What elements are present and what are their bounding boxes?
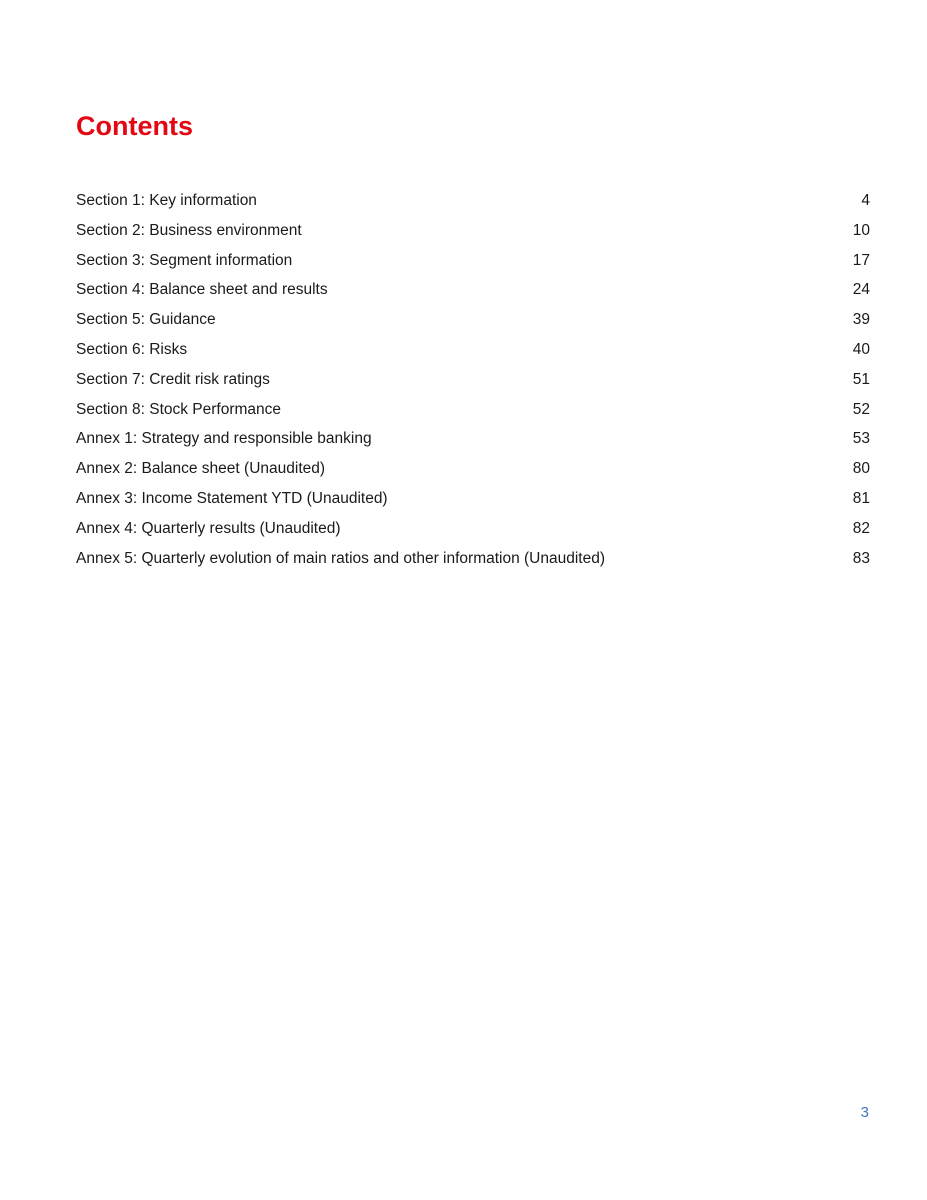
toc-entry-label: Annex 2: Balance sheet (Unaudited) [76, 460, 326, 478]
toc-entry-section-2[interactable] [76, 216, 870, 246]
toc-entry-page-number: 82 [852, 519, 870, 537]
toc-entry-page-number: 51 [852, 370, 870, 388]
toc-entry-label: Section 6: Risks [76, 340, 188, 358]
toc-entry-label: Section 7: Credit risk ratings [76, 370, 270, 388]
toc-entry-annex-5[interactable] [76, 544, 870, 574]
toc-entry-section-1[interactable] [76, 186, 870, 216]
toc-entry-annex-4[interactable] [76, 514, 870, 544]
toc-entry-label: Section 5: Guidance [76, 311, 216, 329]
toc-entry-page-number: 10 [852, 221, 870, 239]
toc-entry-annex-3[interactable] [76, 484, 870, 514]
toc-entry-page-number: 17 [852, 251, 870, 269]
page-title: Contents [76, 111, 193, 141]
toc-entry-label: Section 4: Balance sheet and results [76, 281, 328, 299]
toc-entry-page-number: 4 [861, 192, 870, 209]
toc-entry-page-number: 39 [852, 311, 870, 329]
toc-entry-label: Annex 5: Quarterly evolution of main ratios and other information (Unaudited) [76, 549, 606, 567]
toc-entry-section-3[interactable] [76, 246, 870, 276]
toc-entry-page-number: 80 [852, 460, 870, 478]
toc-entry-page-number: 83 [852, 549, 870, 567]
toc-entry-label: Section 1: Key information [76, 192, 257, 209]
toc-entry-label: Annex 1: Strategy and responsible banking [76, 430, 372, 448]
toc-entry-annex-2[interactable] [76, 454, 870, 484]
toc-entry-section-4[interactable] [76, 275, 870, 305]
toc-entry-label: Section 8: Stock Performance [76, 400, 282, 418]
toc-entry-page-number: 24 [852, 281, 870, 299]
table-of-contents [76, 186, 870, 573]
toc-entry-section-5[interactable] [76, 305, 870, 335]
toc-entry-label: Annex 3: Income Statement YTD (Unaudited) [76, 489, 388, 507]
toc-entry-label: Section 3: Segment information [76, 251, 293, 269]
toc-entry-page-number: 53 [852, 430, 870, 448]
page-number: 3 [860, 1104, 869, 1121]
toc-entry-page-number: 81 [852, 489, 870, 507]
toc-entry-label: Annex 4: Quarterly results (Unaudited) [76, 519, 341, 537]
toc-entry-section-8[interactable] [76, 395, 870, 425]
toc-entry-section-7[interactable] [76, 365, 870, 395]
toc-entry-section-6[interactable] [76, 335, 870, 365]
toc-entry-page-number: 52 [852, 400, 870, 418]
toc-entry-label: Section 2: Business environment [76, 221, 302, 239]
toc-entry-annex-1[interactable] [76, 424, 870, 454]
toc-entry-page-number: 40 [852, 340, 870, 358]
